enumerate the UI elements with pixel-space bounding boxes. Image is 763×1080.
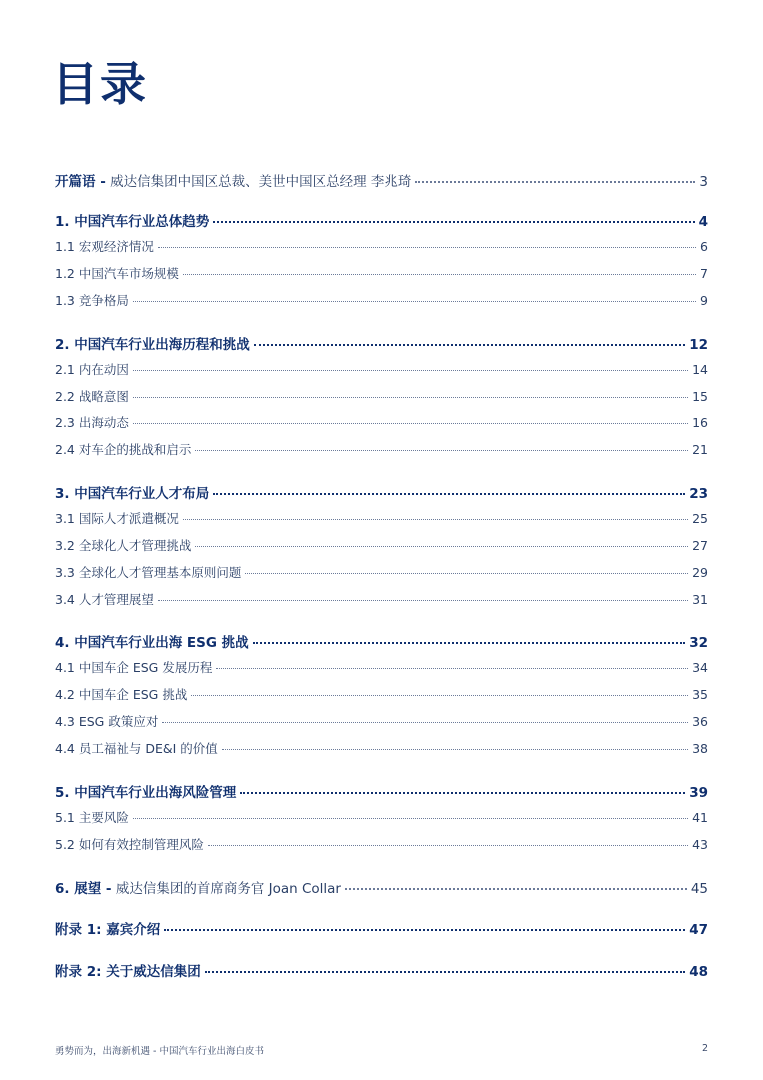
toc-label: 4.3 ESG 政策应对	[55, 714, 159, 729]
toc-subsection-2-2[interactable]	[55, 387, 708, 405]
toc-label: 附录 2: 关于威达信集团	[55, 964, 201, 980]
toc-subsection-2-1[interactable]	[55, 360, 708, 378]
toc-label: 1.1 宏观经济情况	[55, 239, 154, 254]
toc-leader	[191, 695, 688, 696]
toc-leader	[195, 546, 688, 547]
toc-leader	[183, 519, 688, 520]
toc-section-6-prefix: 6. 展望 -	[55, 881, 112, 897]
toc-label: 3. 中国汽车行业人才布局	[55, 486, 210, 502]
toc-leader	[216, 668, 688, 669]
toc-leader	[133, 818, 688, 819]
page-title: 目录	[52, 57, 148, 111]
toc-leader	[158, 247, 696, 248]
toc-label: 2.2 战略意图	[55, 389, 129, 404]
toc-section-6[interactable]	[55, 877, 708, 897]
toc-page-number: 43	[692, 837, 708, 852]
toc-leader	[213, 493, 685, 495]
toc-page-number: 47	[689, 922, 708, 938]
toc-leader	[133, 423, 688, 424]
toc-subsection-2-3[interactable]	[55, 413, 708, 431]
toc-page-number: 32	[689, 635, 708, 651]
toc-label: 2.4 对车企的挑战和启示	[55, 442, 192, 457]
toc-label: 5.1 主要风险	[55, 810, 129, 825]
toc-page-number: 39	[689, 785, 708, 801]
toc-subsection-4-4[interactable]	[55, 739, 708, 757]
footer-page-number: 2	[701, 1043, 708, 1054]
toc-subsection-3-3[interactable]	[55, 563, 708, 581]
toc-label: 附录 1: 嘉宾介绍	[55, 922, 161, 938]
toc-subsection-3-2[interactable]	[55, 536, 708, 554]
toc-appendix-2[interactable]	[55, 960, 708, 980]
toc-subsection-4-1[interactable]	[55, 658, 708, 676]
toc-label: 3.3 全球化人才管理基本原则问题	[55, 565, 242, 580]
toc-leader	[245, 573, 688, 574]
toc-page-number: 16	[692, 415, 708, 430]
toc-section-5[interactable]	[55, 781, 708, 801]
toc-subsection-3-1[interactable]	[55, 509, 708, 527]
toc-label: 4.2 中国车企 ESG 挑战	[55, 687, 188, 702]
toc-leader	[133, 397, 688, 398]
toc-intro-title: 威达信集团中国区总裁、美世中国区总经理 李兆琦	[105, 174, 412, 190]
toc-label: 3.1 国际人才派遣概况	[55, 511, 179, 526]
toc-section-4[interactable]	[55, 631, 708, 651]
toc-label: 4.1 中国车企 ESG 发展历程	[55, 660, 213, 675]
toc-page-number: 41	[692, 810, 708, 825]
toc-label: 5.2 如何有效控制管理风险	[55, 837, 204, 852]
toc-page-number: 25	[692, 511, 708, 526]
toc-subsection-3-4[interactable]	[55, 590, 708, 608]
toc-leader	[162, 722, 688, 723]
toc-subsection-4-3[interactable]	[55, 712, 708, 730]
toc-section-6-title: 威达信集团的首席商务官 Joan Collar	[111, 881, 341, 897]
toc-subsection-5-2[interactable]	[55, 835, 708, 853]
toc-page-number: 4	[698, 214, 708, 230]
toc-leader	[195, 450, 688, 451]
toc-subsection-4-2[interactable]	[55, 685, 708, 703]
toc-leader	[345, 888, 687, 890]
toc-label: 2. 中国汽车行业出海历程和挑战	[55, 337, 250, 353]
toc-label: 4.4 员工福祉与 DE&I 的价值	[55, 741, 218, 756]
toc-leader	[158, 600, 688, 601]
toc-appendix-1[interactable]	[55, 918, 708, 938]
toc-section-1[interactable]	[55, 210, 708, 230]
toc-subsection-1-2[interactable]	[55, 264, 708, 282]
toc-subsection-5-1[interactable]	[55, 808, 708, 826]
toc-subsection-1-3[interactable]	[55, 291, 708, 309]
toc-label: 2.3 出海动态	[55, 415, 129, 430]
toc-intro-prefix: 开篇语 -	[55, 174, 106, 190]
toc-page-number: 15	[692, 389, 708, 404]
toc-page-number: 38	[692, 741, 708, 756]
toc-page-number: 12	[689, 337, 708, 353]
toc-section-3[interactable]	[55, 482, 708, 502]
toc-label: 4. 中国汽车行业出海 ESG 挑战	[55, 635, 249, 651]
toc-page-number: 23	[689, 486, 708, 502]
toc-page-number: 9	[700, 293, 708, 308]
toc-leader	[183, 274, 696, 275]
toc-page-number: 35	[692, 687, 708, 702]
toc-leader	[205, 971, 686, 973]
toc-label: 5. 中国汽车行业出海风险管理	[55, 785, 237, 801]
toc-subsection-2-4[interactable]	[55, 440, 708, 458]
toc-label: 2.1 内在动因	[55, 362, 129, 377]
toc-leader	[253, 642, 686, 644]
toc-page-number: 6	[700, 239, 708, 254]
toc-label: 3.4 人才管理展望	[55, 592, 154, 607]
toc-page-number: 34	[692, 660, 708, 675]
toc-page-number: 7	[700, 266, 708, 281]
toc-leader	[164, 929, 685, 931]
toc-subsection-1-1[interactable]	[55, 237, 708, 255]
toc-leader	[222, 749, 688, 750]
toc-page-number: 31	[692, 592, 708, 607]
toc-page-number: 27	[692, 538, 708, 553]
toc-leader	[133, 301, 696, 302]
toc-leader	[133, 370, 688, 371]
toc-page-number: 21	[692, 442, 708, 457]
toc-leader	[254, 344, 685, 346]
toc-section-2[interactable]	[55, 333, 708, 353]
toc-page-number: 3	[699, 174, 708, 190]
toc-entry-intro[interactable]	[55, 170, 708, 190]
toc-page-number: 14	[692, 362, 708, 377]
toc-leader	[415, 181, 695, 183]
toc-label: 1.3 竞争格局	[55, 293, 129, 308]
toc-leader	[240, 792, 685, 794]
toc-leader	[213, 221, 694, 223]
toc-leader	[208, 845, 688, 846]
toc-label: 3.2 全球化人才管理挑战	[55, 538, 192, 553]
footer-text: 勇势而为，出海新机遇 - 中国汽车行业出海白皮书	[55, 1046, 264, 1057]
toc-page-number: 36	[692, 714, 708, 729]
toc-page-number: 29	[692, 565, 708, 580]
toc-label: 1.2 中国汽车市场规模	[55, 266, 179, 281]
toc-page-number: 45	[690, 881, 708, 897]
toc-page-number: 48	[689, 964, 708, 980]
toc-label: 1. 中国汽车行业总体趋势	[55, 214, 210, 230]
